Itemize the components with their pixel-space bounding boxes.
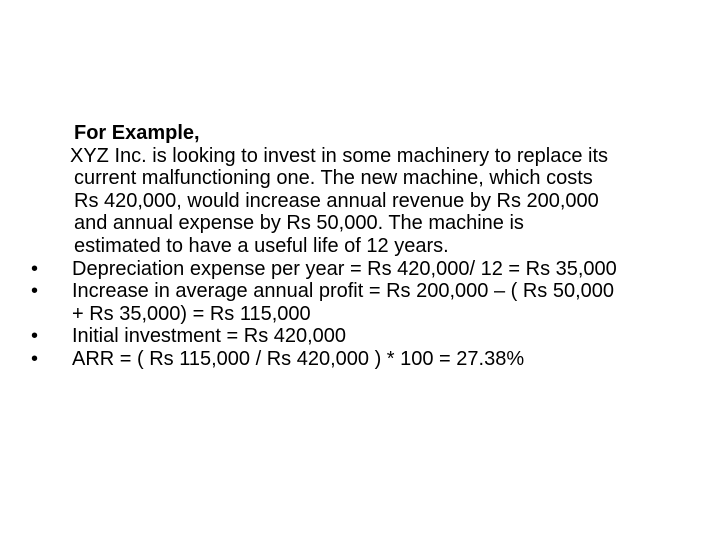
bullet-dot-icon: • (31, 280, 39, 303)
bullet-dot-icon: • (31, 347, 39, 370)
paragraph-line: estimated to have a useful life of 12 years. (74, 234, 449, 257)
slide-content (31, 122, 696, 371)
bullet-arr (31, 347, 696, 371)
bullet-line: + Rs 35,000) = Rs 115,000 (72, 302, 311, 325)
bullet-initial-investment (31, 325, 696, 348)
example-heading: For Example, (74, 122, 200, 144)
paragraph-line: current malfunctioning one. The new machine, which costs (74, 167, 593, 190)
bullet-line: Increase in average annual profit = Rs 200,000 – ( Rs 50,000 (72, 280, 615, 303)
bullet-line: Depreciation expense per year = Rs 420,000/ 12 = Rs 35,000 (72, 257, 617, 280)
bullet-dot-icon: • (31, 325, 39, 348)
bullet-dot-icon: • (31, 257, 39, 280)
paragraph-line: and annual expense by Rs 50,000. The machine is (74, 212, 524, 235)
bullet-line: ARR = ( Rs 115,000 / Rs 420,000 ) * 100 = 27.38% (72, 347, 525, 370)
bullet-profit-increase (31, 280, 696, 325)
bullet-line: Initial investment = Rs 420,000 (72, 325, 347, 348)
paragraph-line: Rs 420,000, would increase annual revenue by Rs 200,000 (74, 189, 599, 212)
paragraph-line: XYZ Inc. is looking to invest in some machinery to replace its (70, 144, 609, 167)
bullet-depreciation (31, 257, 696, 281)
calculation-bullets (31, 257, 696, 371)
example-paragraph (56, 145, 696, 258)
